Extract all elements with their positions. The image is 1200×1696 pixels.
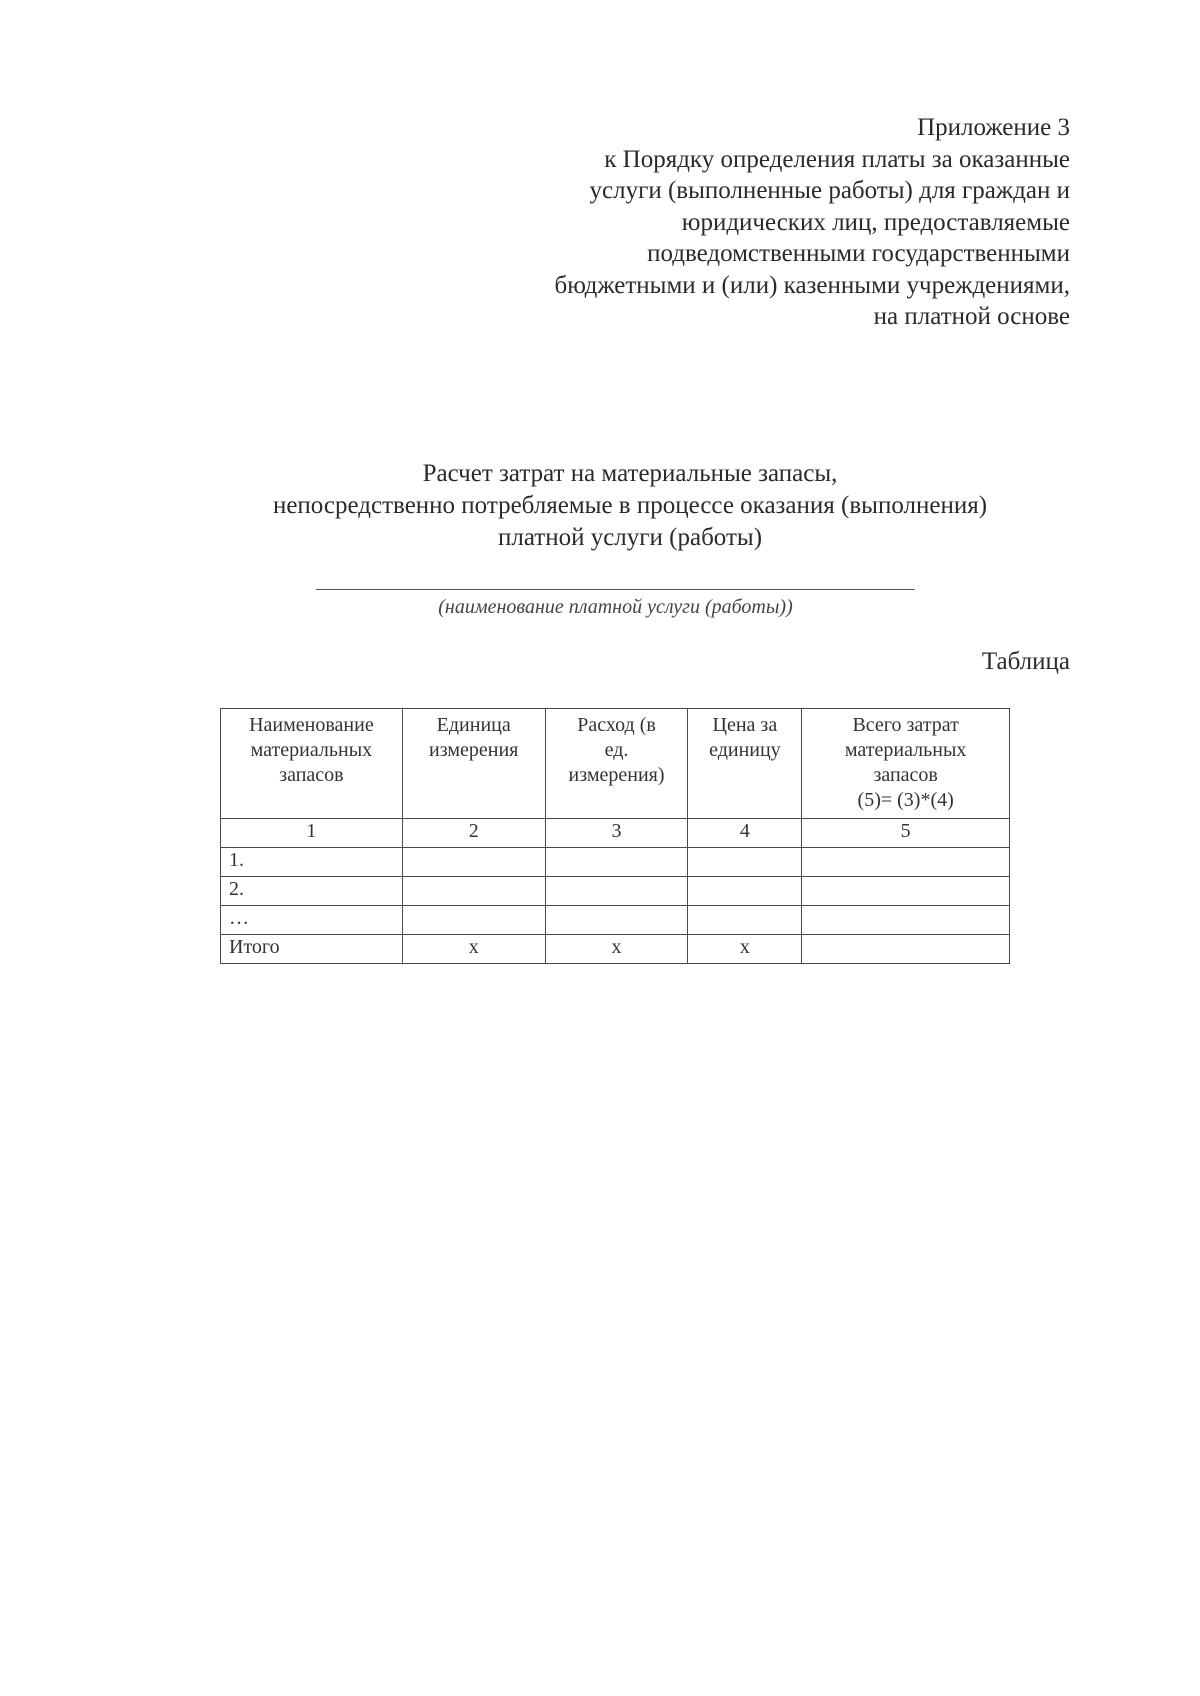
table-total-row [221,935,1010,964]
table-cell [402,848,545,877]
appendix-header [430,112,1070,333]
table-row [221,906,1010,935]
service-name-blank-line [316,589,915,590]
header-line: материальных [844,739,967,761]
appendix-line: Приложение 3 [917,114,1070,141]
header-line: материальных [250,739,373,761]
header-line: Расход (в [577,714,656,736]
column-number: 1 [221,819,403,848]
table-cell [402,906,545,935]
table-cell [688,906,802,935]
header-total-costs [802,709,1010,819]
table-cell [802,906,1010,935]
header-line: Всего затрат [852,714,959,736]
column-number: 3 [545,819,688,848]
header-line: запасов [873,764,938,786]
appendix-line: подведомственными государственными [647,240,1070,267]
table-cell [402,877,545,906]
appendix-line: бюджетными и (или) казенными учреждениями, [554,271,1070,299]
table-row [221,877,1010,906]
title-line: непосредственно потребляемые в процессе оказания (выполнения) [272,492,988,519]
header-line: (5)= (3)*(4) [857,789,954,811]
table-cell [545,906,688,935]
service-name-caption: (наименование платной услуги (работы)) [438,596,793,618]
table-cell: Итого [221,935,403,964]
header-material-name [221,709,403,819]
table-label: Таблица [981,648,1070,675]
appendix-line: на платной основе [873,303,1070,330]
table-cell [802,848,1010,877]
title-line: Расчет затрат на материальные запасы, [422,460,838,487]
table-cell: х [688,935,802,964]
table-cell [802,935,1010,964]
header-line: Наименование [249,714,374,736]
title-line: платной услуги (работы) [497,524,763,551]
table-cell: 2. [221,877,403,906]
header-line: единицу [709,739,781,761]
table-cell: … [221,906,403,935]
table-cell [545,877,688,906]
appendix-line: услуги (выполненные работы) для граждан и [589,177,1070,204]
appendix-line: к Порядку определения платы за оказанные [604,145,1070,173]
table-cell: х [402,935,545,964]
header-line: Единица [436,714,511,736]
appendix-line: юридических лиц, предоставляемые [681,208,1070,236]
column-number: 5 [802,819,1010,848]
header-line: Цена за [712,714,778,736]
table-cell [688,848,802,877]
table-cell [802,877,1010,906]
table-cell [545,848,688,877]
header-line: запасов [279,764,344,786]
header-line: измерения) [568,764,665,786]
column-number: 4 [688,819,802,848]
document-title [0,458,1200,554]
column-number: 2 [402,819,545,848]
header-consumption [545,709,688,819]
header-unit-price [688,709,802,819]
table-cell: 1. [221,848,403,877]
table-cell: х [545,935,688,964]
header-unit [402,709,545,819]
table-header-row [221,709,1010,819]
table-cell [688,877,802,906]
header-line: измерения [429,739,519,761]
column-number-row [221,819,1010,848]
header-line: ед. [604,739,629,761]
table-row [221,848,1010,877]
material-costs-table [220,708,1010,964]
